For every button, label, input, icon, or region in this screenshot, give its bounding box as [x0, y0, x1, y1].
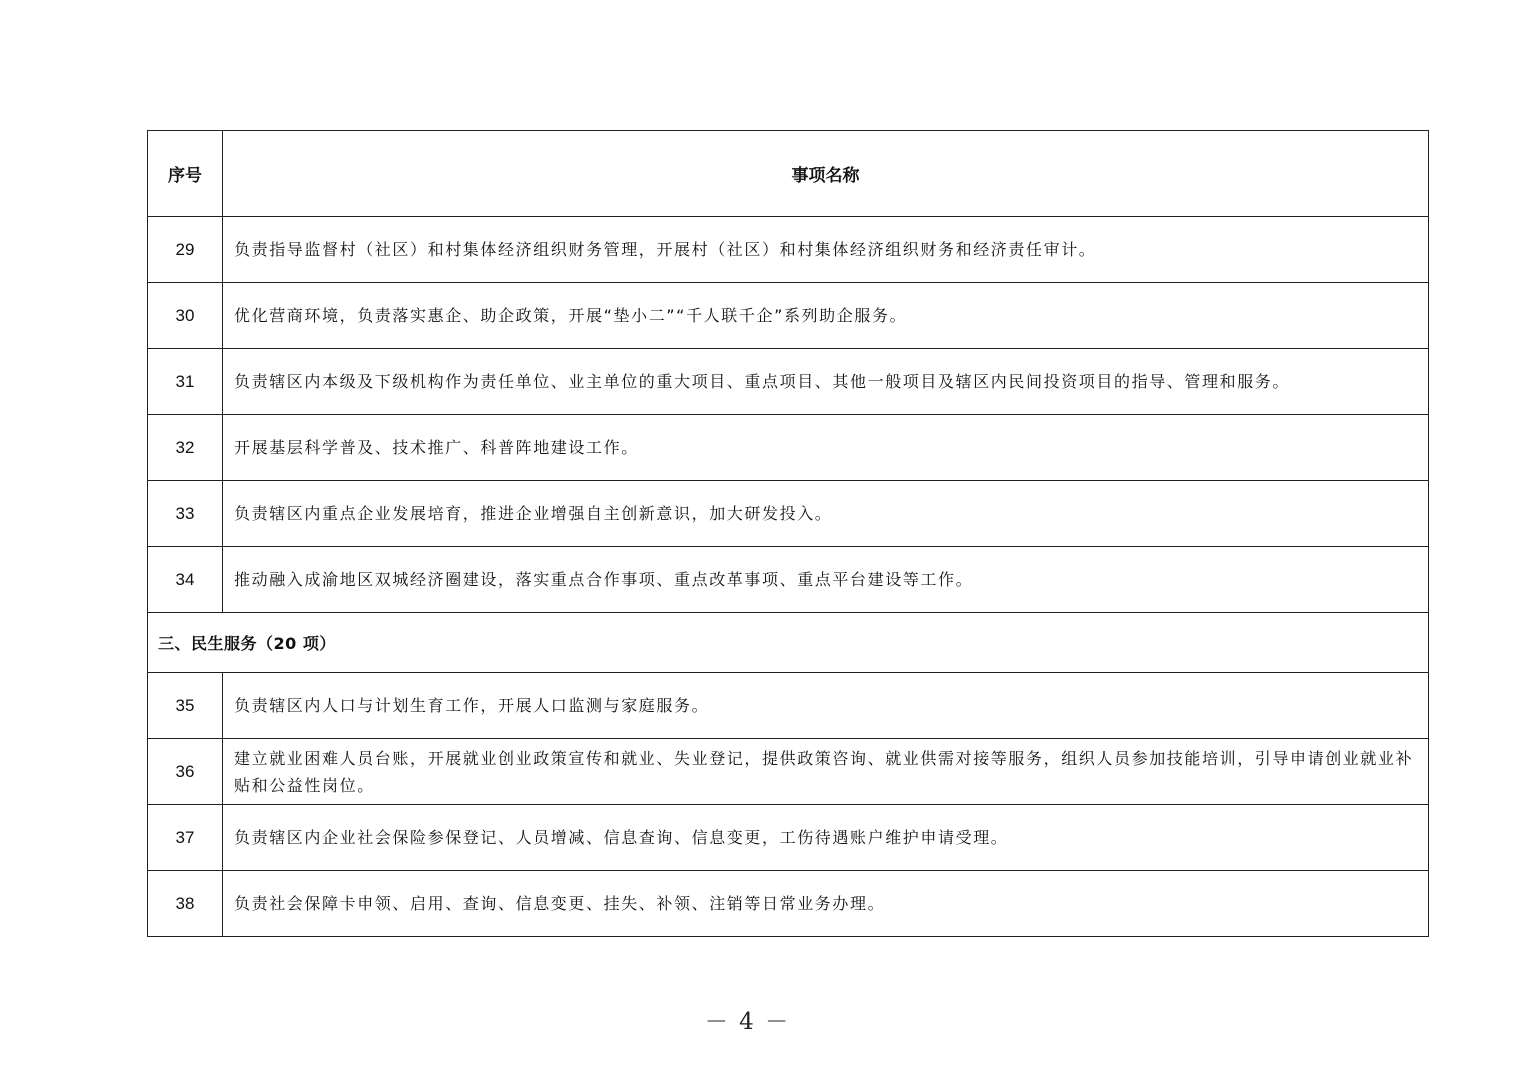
- header-matter-name: 事项名称: [223, 131, 1429, 217]
- table-row: [148, 283, 1429, 349]
- page-number: － 4 －: [704, 1009, 791, 1035]
- table-row: [148, 805, 1429, 871]
- section-title: 三、民生服务（20 项）: [148, 613, 1429, 673]
- row-number: 35: [148, 673, 223, 739]
- row-matter-name: 开展基层科学普及、技术推广、科普阵地建设工作。: [223, 415, 1429, 481]
- row-matter-name: 负责辖区内企业社会保险参保登记、人员增减、信息查询、信息变更，工伤待遇账户维护申请受理。: [223, 805, 1429, 871]
- row-matter-name: 负责辖区内人口与计划生育工作，开展人口监测与家庭服务。: [223, 673, 1429, 739]
- section-row: [148, 613, 1429, 673]
- row-number: 29: [148, 217, 223, 283]
- table-row: [148, 673, 1429, 739]
- row-matter-name: 推动融入成渝地区双城经济圈建设，落实重点合作事项、重点改革事项、重点平台建设等工作。: [223, 547, 1429, 613]
- table-row: [148, 871, 1429, 937]
- matters-table: [147, 130, 1429, 937]
- row-matter-name: 优化营商环境，负责落实惠企、助企政策，开展“垫小二”“千人联千企”系列助企服务。: [223, 283, 1429, 349]
- row-number: 32: [148, 415, 223, 481]
- table-row: [148, 547, 1429, 613]
- row-number: 30: [148, 283, 223, 349]
- row-matter-name: 负责指导监督村（社区）和村集体经济组织财务管理，开展村（社区）和村集体经济组织财务和经济责任审计。: [223, 217, 1429, 283]
- table-row: [148, 415, 1429, 481]
- row-matter-name: 负责社会保障卡申领、启用、查询、信息变更、挂失、补领、注销等日常业务办理。: [223, 871, 1429, 937]
- table-row: [148, 739, 1429, 805]
- row-number: 38: [148, 871, 223, 937]
- row-matter-name: 负责辖区内重点企业发展培育，推进企业增强自主创新意识，加大研发投入。: [223, 481, 1429, 547]
- table-row: [148, 349, 1429, 415]
- table-row: [148, 217, 1429, 283]
- row-number: 33: [148, 481, 223, 547]
- row-matter-name: 建立就业困难人员台账，开展就业创业政策宣传和就业、失业登记，提供政策咨询、就业供需对接等服务，组织人员参加技能培训，引导申请创业就业补贴和公益性岗位。: [223, 739, 1429, 805]
- row-number: 37: [148, 805, 223, 871]
- header-number: 序号: [148, 131, 223, 217]
- row-matter-name: 负责辖区内本级及下级机构作为责任单位、业主单位的重大项目、重点项目、其他一般项目及辖区内民间投资项目的指导、管理和服务。: [223, 349, 1429, 415]
- table-row: [148, 481, 1429, 547]
- row-number: 31: [148, 349, 223, 415]
- table-header-row: [148, 131, 1429, 217]
- row-number: 34: [148, 547, 223, 613]
- row-number: 36: [148, 739, 223, 805]
